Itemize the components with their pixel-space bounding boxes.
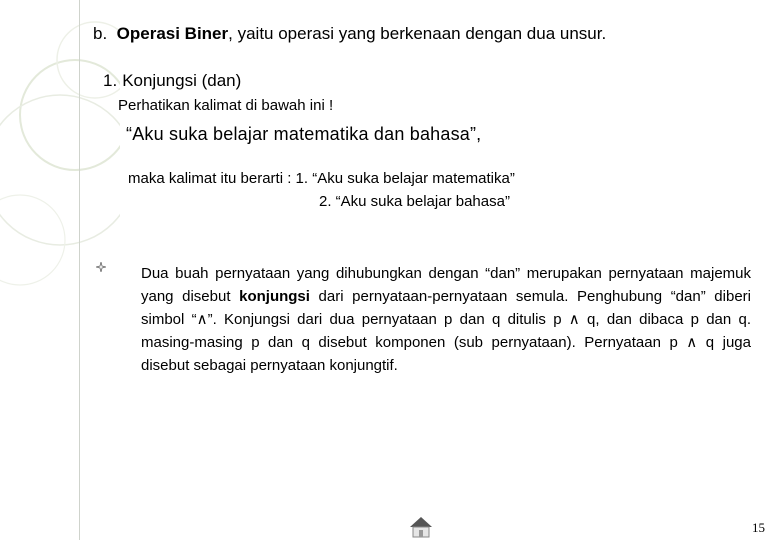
heading-rest: , yaitu operasi yang berkenaan dengan dua unsur.: [228, 24, 607, 43]
sub-heading-text: Konjungsi (dan): [122, 71, 242, 90]
home-icon[interactable]: [409, 516, 433, 538]
slide-heading: [93, 24, 606, 44]
paragraph-text-2: dari pernyataan-pernyataan semula. Penghubung “dan” diberi simbol “∧”. Konjungsi dari dua pernyataan p dan q ditulis p ∧ q, dan dibaca p dan q. masing-masing p dan q disebut komponen (sub pernyataan). Pernyataan p ∧ q juga disebut sebagai pernyataan konjungtif.: [141, 288, 751, 374]
intro-text: Perhatikan kalimat di bawah ini !: [118, 97, 334, 114]
heading-prefix: b.: [93, 24, 108, 43]
heading-bold: Operasi Biner: [116, 24, 229, 43]
paragraph-text-1: Dua buah pernyataan yang dihubungkan dengan “dan” merupakan pernyataan majemuk yang disebut: [141, 265, 751, 305]
decorative-divider: [79, 0, 80, 540]
page-number: 15: [752, 520, 765, 535]
example-quote: “Aku suka belajar matematika dan bahasa”,: [126, 124, 482, 144]
paragraph-bold-term: konjungsi: [239, 288, 310, 305]
sparkle-bullet-icon: [96, 262, 106, 272]
meaning-line-2: 2. “Aku suka belajar bahasa”: [319, 193, 510, 210]
sub-heading-number: 1.: [103, 71, 118, 90]
sub-heading: [103, 71, 241, 91]
definition-paragraph: [141, 262, 751, 377]
meaning-line-1: maka kalimat itu berarti : 1. “Aku suka belajar matematika”: [128, 170, 515, 187]
